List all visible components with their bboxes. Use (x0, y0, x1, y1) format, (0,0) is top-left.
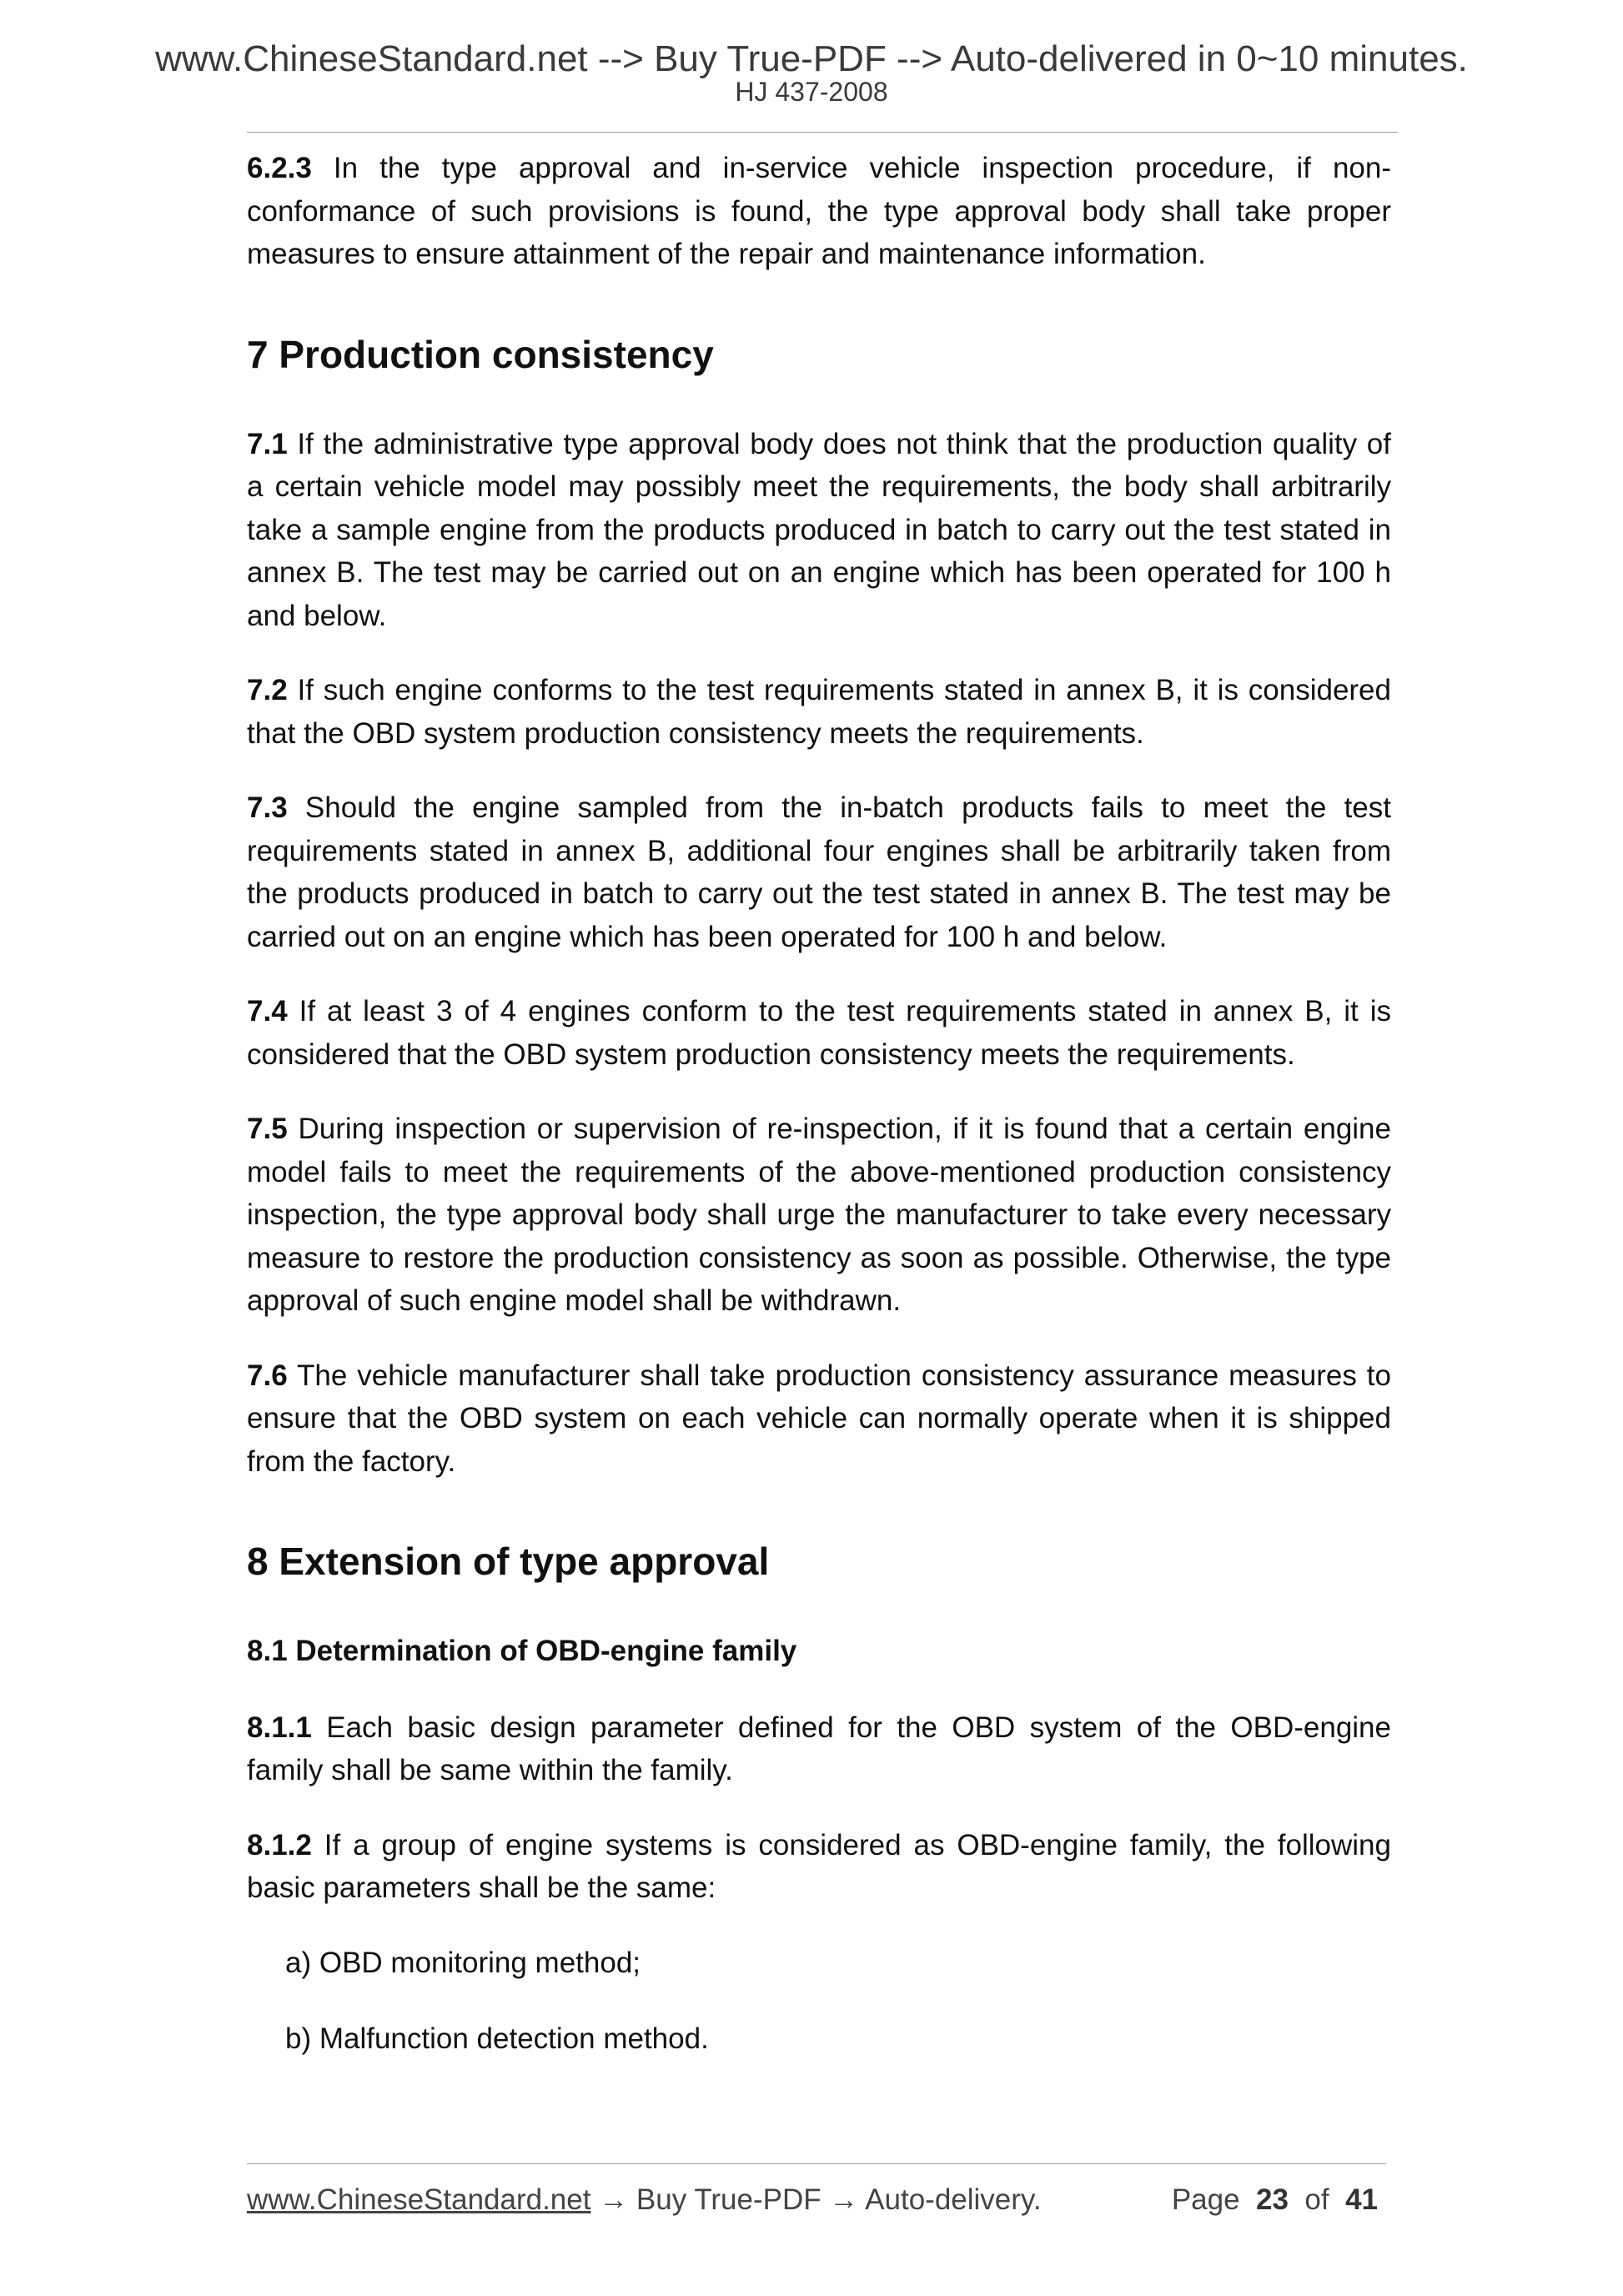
list-item: b) Malfunction detection method. (285, 2022, 709, 2055)
page-content (247, 147, 1391, 2094)
page-indicator (1172, 2182, 1378, 2218)
footer-promo (247, 2182, 1042, 2218)
clause-8-1-1 (247, 1706, 1391, 1792)
clause-number: 7.3 (247, 791, 288, 824)
header-divider (247, 132, 1398, 133)
clause-text: If at least 3 of 4 engines conform to the test requirements stated in annex B, it is considered that the OBD system production consistency meets the requirements. (247, 995, 1391, 1071)
clause-number: 7.1 (247, 427, 288, 460)
clause-7-6 (247, 1354, 1391, 1484)
clause-number: 7.2 (247, 674, 288, 706)
clause-7-4 (247, 990, 1391, 1076)
footer-divider (247, 2163, 1386, 2164)
page-total: 41 (1345, 2183, 1378, 2216)
clause-text: If such engine conforms to the test requirements stated in annex B, it is considered that the OBD system production consistency meets the requirements. (247, 674, 1391, 750)
document-id: HJ 437-2008 (735, 77, 888, 107)
page-number: 23 (1256, 2183, 1289, 2216)
clause-number: 7.5 (247, 1113, 288, 1145)
of-word: of (1304, 2183, 1329, 2216)
clause-number: 7.6 (247, 1359, 288, 1392)
clause-text: In the type approval and in-service vehicle inspection procedure, if non-conformance of such provisions is found, the type approval body shall take proper measures to ensure attainment of the repair and maintenance information. (247, 152, 1391, 270)
clause-text: If the administrative type approval body does not think that the production quality of a certain vehicle model may possibly meet the requirements, the body shall arbitrarily take a sample engine from the products produced in batch to carry out the test stated in annex B. The test may be carried out on an engine which has been operated for 100 h and below. (247, 427, 1391, 632)
clause-number: 7.4 (247, 995, 288, 1027)
top-banner: www.ChineseStandard.net --> Buy True-PDF --> Auto-delivered in 0~10 minutes. (155, 38, 1468, 79)
clause-number: 8.1.1 (247, 1711, 312, 1744)
clause-number: 8.1.2 (247, 1828, 312, 1861)
clause-text: The vehicle manufacturer shall take production consistency assurance measures to ensure that the OBD system on each vehicle can normally operate when it is shipped from the factory. (247, 1359, 1391, 1478)
footer-site-link[interactable]: www.ChineseStandard.net (247, 2183, 591, 2216)
footer-promo-text: → Buy True-PDF → Auto-delivery. (590, 2183, 1042, 2216)
section-heading-8: 8 Extension of type approval (247, 1540, 770, 1583)
section-heading-7: 7 Production consistency (247, 332, 714, 376)
clause-text: Should the engine sampled from the in-batch products fails to meet the test requirements stated in annex B, additional four engines shall be arbitrarily taken from the products produced in batch to carry out the test stated in annex B. The test may be carried out on an engine which has been operated for 100 h and below. (247, 791, 1391, 953)
clause-text: If a group of engine systems is considered as OBD-engine family, the following basic parameters shall be the same: (247, 1828, 1391, 1904)
clause-text: Each basic design parameter defined for the OBD system of the OBD-engine family shall be same within the family. (247, 1711, 1391, 1786)
clause-6-2-3 (247, 147, 1391, 276)
clause-7-3 (247, 786, 1391, 958)
subsection-heading-8-1: 8.1 Determination of OBD-engine family (247, 1635, 797, 1667)
clause-7-5 (247, 1108, 1391, 1323)
clause-7-2 (247, 669, 1391, 755)
clause-7-1 (247, 423, 1391, 638)
clause-text: During inspection or supervision of re-inspection, if it is found that a certain engine model fails to meet the requirements of the above-mentioned production consistency inspection, the type approval body shall urge the manufacturer to take every necessary measure to restore the production consistency as soon as possible. Otherwise, the type approval of such engine model shall be withdrawn. (247, 1113, 1391, 1317)
page-word: Page (1171, 2183, 1240, 2216)
clause-8-1-2 (247, 1824, 1391, 1910)
clause-number: 6.2.3 (247, 152, 312, 184)
list-item: a) OBD monitoring method; (285, 1946, 641, 1979)
